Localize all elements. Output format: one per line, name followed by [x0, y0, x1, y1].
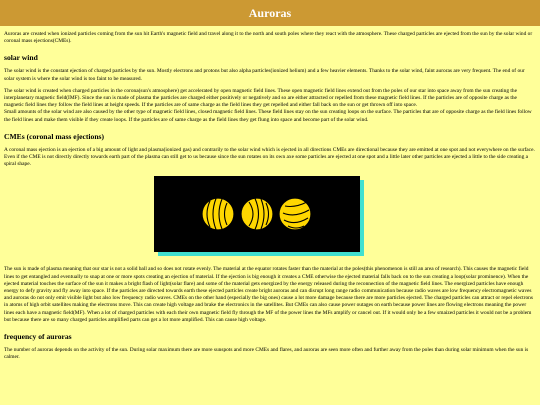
solar-wind-paragraph-3: Small amounts of the solar wind are also caused by the other type of magnetic field lines, closed magnetic field lines. These field lines stay on the sun creating loops on the surface. The particles that are of opposite charge as the field lines follow the field lines and make them visible if they create loops. If the particles are of same charge as the field lines they get flung into space and become part of the solar wind. — [4, 109, 532, 123]
figure-panel — [154, 176, 360, 252]
cmes-paragraph-2: The sun is made of plasma meaning that our star is not a solid ball and so does not rotate evenly. The material at the equator rotates faster than the material at the poles(this phenomenon is still an area of research). This causes the magnetic field lines to get entangled and eventually to snap at one or more spots creating an ejection of material. If the ejection is big enough it creates a CME otherwise the ejected material falls back on to the sun creating a loop(solar prominence). When the ejected material touches the surface of the sun it makes a bright flash of light(solar flare) and some of the material gets energized by the energy released during the reconnection of the magnetic field lines. The energized particles have enough energy to defy gravity and fly away into space. If the particles are directed towards earth these ejected particles create bright auroras and can disrupt long range radio communication because radio waves are low frequency electromagnetic waves and auroras do not only emit visible light but also low frequency radio waves. CMEs on the other hand (especially the big ones) cause a lot more damage because there are more particles ejected. The charged particles can attract or repel electrons in atoms of high orbit satellites making the electrons move. This can create high voltage and brake the electronics in the satellites. But CMEs can also cause power outages on earth because power lines are flowing electrons meaning the power lines each have a magnetic field(MF). When a lot of charged particles with each their own magnetic field fly through the MF of the power lines the MFs amplify or cancel out. If it would only be a few smaized particles it would not be a problem but because there are so many charged particles amplified parts can get a lot more amplified. This can cause high voltage. — [4, 266, 533, 323]
solar-wind-paragraph-2: The solar wind is created when charged particles in the corona(sun's atmosphere) get accelerated by open magnetic field lines. These open magnetic field lines extend out from the poles of our star into space away from the sun creating the interplanetary magnetic field(IMF). Since the sun is made of plasma the particles are charged either positively or negatively and so are either attracted or repelled from these magnetic field lines. If the particles are of opposite charge as the magnetic field lines they follow the field lines at height speeds. If the particles are of same charge as the field lines they get repelled and either fall back on the sun or get thrown off into space. — [4, 87, 517, 109]
section-heading-frequency: frequency of auroras — [4, 332, 72, 342]
sun-illustration-1 — [202, 198, 234, 230]
frequency-paragraph-1: The number of auroras depends on the activity of the sun. During solar maximum there are more sunspots and more CMEs and flares, and auroras are seen more often and further away from the poles than during solar minimum when the sun is calmer. — [4, 347, 529, 361]
page-title: Auroras — [248, 6, 292, 20]
section-heading-solar-wind: solar wind — [4, 53, 38, 63]
section-heading-cmes: CMEs (coronal mass ejections) — [4, 131, 105, 141]
solar-wind-paragraph-1: The solar wind is the constant ejection of charged particles by the sun. Mostly electrons and protons but also alpha particles(ionized helium) and a few heavier elements. Thanks to the solar wind, faint auroras are very frequent. The end of our solar system is where the solar wind is too faint to be measured. — [4, 68, 525, 82]
title-bar — [0, 0, 540, 26]
sun-illustration-2 — [241, 198, 273, 230]
cmes-paragraph-1: A coronal mass ejection is an ejection of a big amount of light and plasma(ionized gas) and contrarily to the solar wind which is ejected in all directions CMEs are directional because they are emitted at one spot and not everywhere on the surface. Even if the CME is not directly directly towards earth part of the plasma can still get to us because since the sun rotates on its own axe some particles are ejected at one spot and a little later other particles are ejected a little to the side creating a spiral shape. — [4, 146, 535, 168]
intro-paragraph: Auroras are created when ionized particles coming from the sun hit Earth's magnetic field and travel along it to the north and south poles where they react with the atmosphere. These charged particles are ejected from the sun by the solar wind or coronal mass ejections(CMEs). — [4, 31, 533, 45]
rotating-sun-figure — [154, 176, 364, 256]
sun-illustration-3 — [279, 198, 311, 230]
article — [4, 31, 536, 366]
sun-rotation-illustration — [154, 176, 360, 252]
